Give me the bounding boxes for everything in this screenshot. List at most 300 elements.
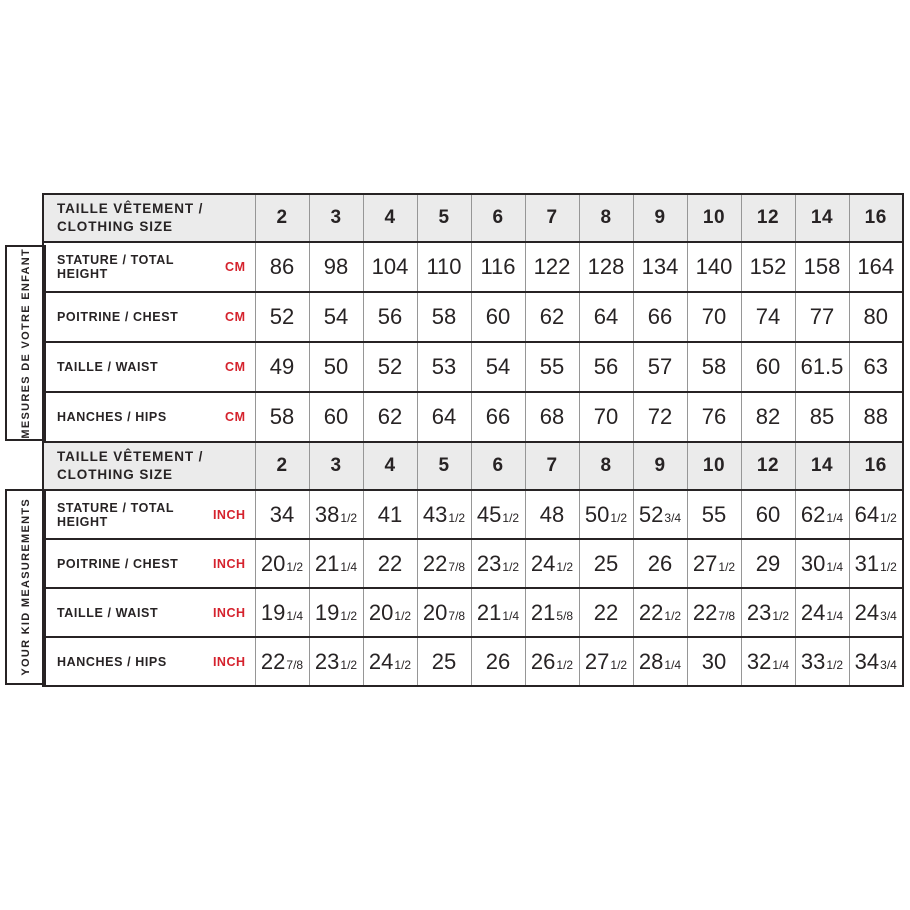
value-main: 22	[377, 550, 403, 576]
value-fraction: 1/2	[664, 608, 682, 623]
value-main: 86	[269, 254, 295, 279]
value-main: 80	[863, 304, 888, 329]
size-value-cell	[363, 392, 417, 442]
measurement-label-cell	[43, 588, 255, 637]
size-value-cell	[471, 539, 525, 588]
size-value-cell	[849, 637, 903, 686]
size-value-cell	[417, 242, 471, 292]
value-fraction: 1/2	[502, 559, 520, 574]
size-value-cell	[309, 637, 363, 686]
value-fraction: 3/4	[880, 657, 897, 672]
value-main: 28	[638, 648, 664, 674]
size-value-cell	[471, 342, 525, 392]
value-main: 98	[323, 254, 349, 279]
unit-label: CM	[225, 410, 246, 424]
measurement-label-cell	[43, 242, 255, 292]
size-value-cell	[687, 292, 741, 342]
size-value-cell	[795, 539, 849, 588]
value-main: 128	[587, 254, 625, 279]
value-fraction: 1/2	[880, 559, 897, 574]
measurement-label: TAILLE / WAIST	[57, 360, 159, 374]
value-fraction: 1/2	[880, 510, 897, 525]
size-value-cell	[633, 588, 687, 637]
size-value-cell	[633, 637, 687, 686]
value-main: 22	[593, 599, 619, 625]
value-main: 26	[530, 648, 556, 674]
size-value-cell	[795, 292, 849, 342]
measurement-row	[43, 637, 903, 686]
size-value-cell	[309, 539, 363, 588]
measurement-label: STATURE / TOTAL HEIGHT	[57, 253, 174, 281]
size-value-cell	[687, 588, 741, 637]
size-value-cell	[633, 242, 687, 292]
value-main: 22	[260, 648, 286, 674]
value-main: 88	[863, 404, 888, 429]
size-header-cell: 10	[687, 442, 741, 490]
value-main: 60	[755, 501, 781, 527]
value-fraction: 1/4	[286, 608, 304, 623]
value-fraction: 7/8	[448, 608, 466, 623]
measurement-label-inner	[44, 606, 255, 620]
measurement-label-cell	[43, 342, 255, 392]
value-main: 158	[803, 254, 841, 279]
measurement-row	[43, 392, 903, 442]
value-main: 21	[476, 599, 502, 625]
size-value-cell	[741, 292, 795, 342]
value-main: 24	[800, 599, 826, 625]
size-value-cell	[309, 588, 363, 637]
value-main: 62	[800, 501, 826, 527]
size-value-cell	[849, 588, 903, 637]
measurement-label: TAILLE / WAIST	[57, 605, 159, 620]
value-fraction: 1/4	[826, 608, 844, 623]
measurement-label: HANCHES / HIPS	[57, 654, 167, 669]
size-header-cell: 8	[579, 442, 633, 490]
value-main: 74	[755, 304, 781, 329]
size-header-label: TAILLE VÊTEMENT / CLOTHING SIZE	[57, 449, 204, 482]
measurement-label: POITRINE / CHEST	[57, 556, 179, 571]
size-value-cell	[849, 392, 903, 442]
measurement-row	[43, 588, 903, 637]
size-header-cell: 14	[795, 194, 849, 242]
size-header-cell: 10	[687, 194, 741, 242]
value-fraction: 1/2	[286, 559, 304, 574]
unit-label: CM	[225, 310, 246, 324]
size-value-cell	[363, 637, 417, 686]
size-header-cell: 12	[741, 442, 795, 490]
size-value-cell	[525, 292, 579, 342]
size-header-cell: 3	[309, 442, 363, 490]
unit-label: CM	[225, 260, 246, 274]
value-main: 152	[749, 254, 787, 279]
side-label-cm-text: MESURES DE VOTRE ENFANT	[19, 247, 32, 439]
size-value-cell	[849, 242, 903, 292]
size-chart-table	[42, 193, 904, 687]
size-header-cell: 8	[579, 194, 633, 242]
value-main: 57	[647, 354, 673, 379]
value-main: 58	[431, 304, 457, 329]
measurement-label-inner	[44, 655, 255, 669]
value-main: 32	[746, 648, 772, 674]
size-value-cell	[795, 588, 849, 637]
value-main: 34	[854, 648, 880, 674]
value-main: 82	[755, 404, 781, 429]
value-main: 22	[422, 550, 448, 576]
unit-label: INCH	[212, 605, 246, 620]
value-fraction: 1/2	[448, 510, 466, 525]
size-value-cell	[255, 588, 309, 637]
value-main: 23	[476, 550, 502, 576]
size-value-cell	[579, 342, 633, 392]
size-value-cell	[633, 490, 687, 539]
value-main: 60	[485, 304, 511, 329]
value-fraction: 1/4	[664, 657, 682, 672]
size-header-cell: 7	[525, 442, 579, 490]
value-main: 22	[692, 599, 718, 625]
value-main: 25	[593, 550, 619, 576]
value-main: 54	[485, 354, 511, 379]
value-main: 52	[269, 304, 295, 329]
value-fraction: 1/2	[610, 510, 628, 525]
value-main: 31	[854, 550, 880, 576]
size-value-cell	[687, 342, 741, 392]
size-value-cell	[525, 392, 579, 442]
size-value-cell	[633, 539, 687, 588]
measurement-label: POITRINE / CHEST	[57, 310, 179, 324]
size-value-cell	[363, 490, 417, 539]
measurement-label-inner	[44, 253, 255, 281]
size-value-cell	[363, 539, 417, 588]
value-fraction: 3/4	[664, 510, 682, 525]
value-fraction: 1/4	[826, 559, 844, 574]
value-main: 20	[368, 599, 394, 625]
size-value-cell	[471, 490, 525, 539]
size-value-cell	[687, 539, 741, 588]
size-value-cell	[579, 637, 633, 686]
value-main: 26	[647, 550, 673, 576]
size-value-cell	[795, 490, 849, 539]
measurement-label-inner	[44, 410, 255, 424]
size-value-cell	[309, 242, 363, 292]
size-header-label: TAILLE VÊTEMENT / CLOTHING SIZE	[57, 201, 204, 234]
size-header-cell: 5	[417, 194, 471, 242]
size-value-cell	[633, 392, 687, 442]
size-value-cell	[687, 242, 741, 292]
size-value-cell	[417, 392, 471, 442]
size-header-cell: 9	[633, 194, 687, 242]
size-header-cell: 6	[471, 442, 525, 490]
size-header-label-cell	[43, 442, 255, 490]
size-header-cell: 2	[255, 194, 309, 242]
value-fraction: 1/2	[340, 608, 358, 623]
value-main: 58	[701, 354, 727, 379]
value-fraction: 7/8	[448, 559, 466, 574]
value-main: 64	[593, 304, 619, 329]
value-fraction: 1/2	[772, 608, 790, 623]
value-main: 134	[641, 254, 679, 279]
value-main: 23	[746, 599, 772, 625]
size-header-cell: 5	[417, 442, 471, 490]
size-value-cell	[255, 539, 309, 588]
value-main: 24	[368, 648, 394, 674]
value-main: 30	[701, 648, 727, 674]
unit-label: INCH	[212, 507, 246, 522]
value-main: 66	[485, 404, 511, 429]
value-main: 76	[701, 404, 727, 429]
size-value-cell	[309, 490, 363, 539]
value-main: 55	[701, 501, 727, 527]
size-value-cell	[471, 292, 525, 342]
value-main: 29	[755, 550, 781, 576]
side-label-inch-text: YOUR KID MEASUREMENTS	[19, 498, 32, 676]
value-main: 21	[530, 599, 556, 625]
value-main: 56	[377, 304, 403, 329]
measurement-label-cell	[43, 539, 255, 588]
size-header-cell: 7	[525, 194, 579, 242]
unit-label: INCH	[212, 556, 246, 571]
size-value-cell	[417, 637, 471, 686]
value-main: 70	[701, 304, 727, 329]
size-value-cell	[687, 392, 741, 442]
size-value-cell	[255, 490, 309, 539]
size-value-cell	[471, 588, 525, 637]
measurement-row	[43, 242, 903, 292]
size-header-cell: 16	[849, 442, 903, 490]
size-header-cell: 12	[741, 194, 795, 242]
size-value-cell	[741, 392, 795, 442]
size-value-cell	[417, 292, 471, 342]
value-fraction: 1/2	[502, 510, 520, 525]
measurement-label-cell	[43, 292, 255, 342]
size-value-cell	[741, 490, 795, 539]
value-main: 53	[431, 354, 457, 379]
value-main: 122	[533, 254, 571, 279]
size-value-cell	[849, 342, 903, 392]
size-value-cell	[741, 637, 795, 686]
value-fraction: 7/8	[286, 657, 304, 672]
size-header-cell: 3	[309, 194, 363, 242]
size-value-cell	[363, 588, 417, 637]
size-value-cell	[363, 242, 417, 292]
value-fraction: 1/2	[556, 657, 574, 672]
value-fraction: 1/4	[340, 559, 358, 574]
value-main: 22	[638, 599, 664, 625]
size-value-cell	[633, 342, 687, 392]
size-value-cell	[525, 242, 579, 292]
size-value-cell	[417, 342, 471, 392]
value-main: 52	[377, 354, 403, 379]
value-main: 23	[314, 648, 340, 674]
value-fraction: 3/4	[880, 608, 897, 623]
value-main: 62	[377, 404, 403, 429]
measurement-label: STATURE / TOTAL HEIGHT	[57, 500, 174, 529]
value-fraction: 5/8	[556, 608, 574, 623]
size-value-cell	[471, 637, 525, 686]
value-main: 164	[857, 254, 895, 279]
value-main: 66	[647, 304, 673, 329]
size-value-cell	[255, 292, 309, 342]
size-value-cell	[687, 637, 741, 686]
size-header-cell: 14	[795, 442, 849, 490]
value-main: 38	[314, 501, 340, 527]
value-main: 62	[539, 304, 565, 329]
value-main: 19	[260, 599, 286, 625]
value-main: 70	[593, 404, 619, 429]
value-main: 19	[314, 599, 340, 625]
measurement-row	[43, 292, 903, 342]
value-fraction: 1/4	[502, 608, 520, 623]
size-header-cell: 6	[471, 194, 525, 242]
size-value-cell	[741, 342, 795, 392]
value-fraction: 1/2	[340, 657, 358, 672]
measurement-label-cell	[43, 392, 255, 442]
measurement-label-cell	[43, 490, 255, 539]
size-value-cell	[255, 392, 309, 442]
value-fraction: 1/2	[556, 559, 574, 574]
value-fraction: 1/4	[772, 657, 790, 672]
unit-label: INCH	[212, 654, 246, 669]
size-value-cell	[417, 490, 471, 539]
value-fraction: 1/2	[826, 657, 844, 672]
measurement-row	[43, 539, 903, 588]
size-value-cell	[849, 292, 903, 342]
size-value-cell	[579, 490, 633, 539]
measurement-label: HANCHES / HIPS	[57, 410, 167, 424]
size-value-cell	[525, 588, 579, 637]
value-main: 56	[593, 354, 619, 379]
value-main: 85	[809, 404, 835, 429]
value-fraction: 1/2	[340, 510, 358, 525]
value-fraction: 1/2	[394, 657, 412, 672]
value-main: 50	[584, 501, 610, 527]
value-main: 61.5	[800, 354, 844, 379]
value-fraction: 1/4	[826, 510, 844, 525]
size-value-cell	[255, 242, 309, 292]
size-value-cell	[633, 292, 687, 342]
unit-label: CM	[225, 360, 246, 374]
size-value-cell	[579, 292, 633, 342]
size-value-cell	[309, 342, 363, 392]
value-fraction: 1/2	[610, 657, 628, 672]
value-main: 27	[584, 648, 610, 674]
value-main: 34	[269, 501, 295, 527]
value-main: 58	[269, 404, 295, 429]
size-value-cell	[309, 392, 363, 442]
value-main: 30	[800, 550, 826, 576]
value-main: 68	[539, 404, 565, 429]
value-main: 60	[323, 404, 349, 429]
size-value-cell	[849, 490, 903, 539]
size-value-cell	[525, 490, 579, 539]
value-main: 52	[638, 501, 664, 527]
measurement-label-inner	[44, 360, 255, 374]
measurement-label-inner	[44, 310, 255, 324]
value-main: 45	[476, 501, 502, 527]
size-value-cell	[579, 392, 633, 442]
size-value-cell	[525, 539, 579, 588]
size-value-cell	[417, 539, 471, 588]
value-main: 25	[431, 648, 457, 674]
value-main: 26	[485, 648, 511, 674]
value-main: 54	[323, 304, 349, 329]
value-main: 33	[800, 648, 826, 674]
size-value-cell	[795, 637, 849, 686]
size-value-cell	[525, 342, 579, 392]
value-main: 72	[647, 404, 673, 429]
size-value-cell	[849, 539, 903, 588]
value-main: 49	[269, 354, 295, 379]
size-header-row	[43, 442, 903, 490]
size-value-cell	[795, 242, 849, 292]
size-value-cell	[417, 588, 471, 637]
size-value-cell	[363, 342, 417, 392]
size-header-cell: 4	[363, 442, 417, 490]
size-value-cell	[255, 342, 309, 392]
value-main: 43	[422, 501, 448, 527]
size-header-row	[43, 194, 903, 242]
measurement-label-inner	[44, 557, 255, 571]
size-header-label-cell	[43, 194, 255, 242]
value-main: 77	[809, 304, 835, 329]
size-value-cell	[255, 637, 309, 686]
size-value-cell	[579, 242, 633, 292]
value-main: 140	[695, 254, 733, 279]
size-value-cell	[741, 539, 795, 588]
value-main: 21	[314, 550, 340, 576]
measurement-row	[43, 342, 903, 392]
side-label-inch-section	[5, 489, 46, 685]
value-main: 20	[260, 550, 286, 576]
size-header-cell: 2	[255, 442, 309, 490]
value-main: 48	[539, 501, 565, 527]
measurement-label-cell	[43, 637, 255, 686]
value-main: 41	[377, 501, 403, 527]
value-fraction: 1/2	[394, 608, 412, 623]
size-header-cell: 16	[849, 194, 903, 242]
size-value-cell	[309, 292, 363, 342]
value-main: 50	[323, 354, 349, 379]
value-main: 63	[863, 354, 888, 379]
size-value-cell	[795, 342, 849, 392]
size-header-cell: 9	[633, 442, 687, 490]
size-value-cell	[687, 490, 741, 539]
value-main: 104	[371, 254, 409, 279]
size-value-cell	[363, 292, 417, 342]
side-label-cm-section	[5, 245, 46, 441]
value-main: 116	[480, 254, 516, 279]
value-main: 20	[422, 599, 448, 625]
size-value-cell	[579, 588, 633, 637]
value-fraction: 1/2	[718, 559, 736, 574]
value-main: 64	[431, 404, 457, 429]
size-value-cell	[795, 392, 849, 442]
size-value-cell	[525, 637, 579, 686]
size-value-cell	[471, 242, 525, 292]
value-main: 60	[755, 354, 781, 379]
value-main: 55	[539, 354, 565, 379]
value-fraction: 7/8	[718, 608, 736, 623]
size-header-cell: 4	[363, 194, 417, 242]
measurement-row	[43, 490, 903, 539]
size-value-cell	[741, 588, 795, 637]
size-value-cell	[741, 242, 795, 292]
value-main: 64	[854, 501, 880, 527]
size-value-cell	[579, 539, 633, 588]
size-value-cell	[471, 392, 525, 442]
value-main: 24	[530, 550, 556, 576]
measurement-label-inner	[44, 501, 255, 529]
value-main: 27	[692, 550, 718, 576]
